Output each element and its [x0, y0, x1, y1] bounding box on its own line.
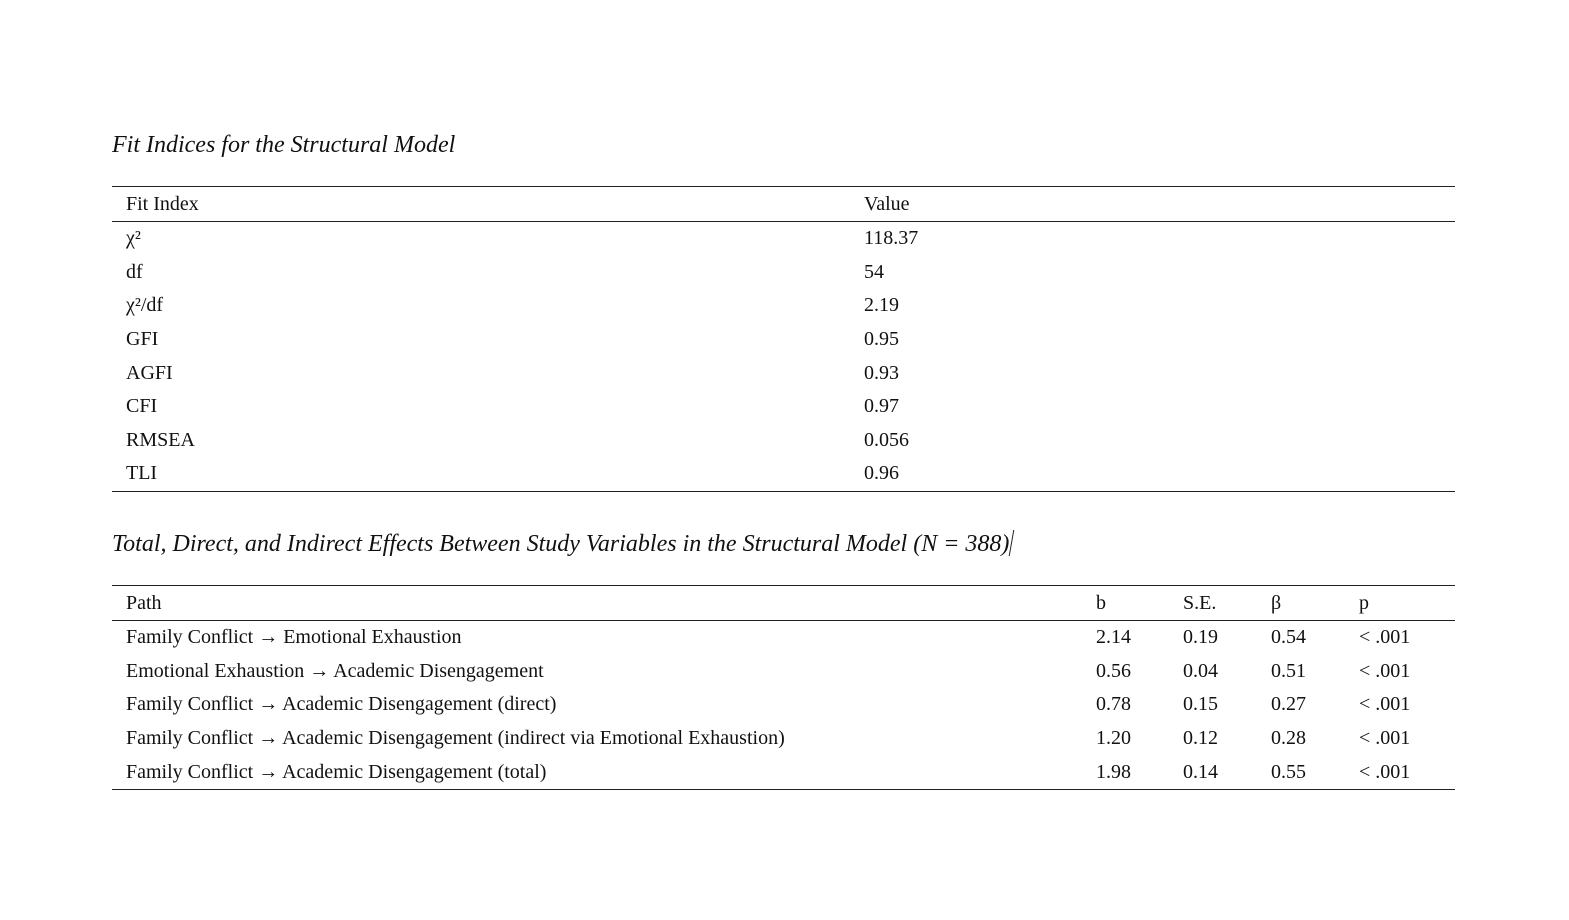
beta-cell: 0.55 [1257, 755, 1345, 789]
column-header-path: Path [112, 586, 1082, 621]
fit-index-cell: RMSEA [126, 428, 195, 451]
beta-cell: 0.51 [1271, 659, 1306, 682]
table-row [112, 655, 1455, 689]
beta-cell: 0.54 [1271, 626, 1306, 649]
table-row [112, 256, 1455, 290]
b-cell: 2.14 [1096, 626, 1131, 649]
se-cell: 0.12 [1183, 727, 1218, 750]
table1-title-text: Fit Indices for the Structural Model [112, 132, 456, 158]
fit-indices-table [112, 186, 1455, 492]
path-cell: Family Conflict → Academic Disengagement (indirect via Emotional Exhaustion) [126, 727, 785, 750]
se-cell: 0.19 [1183, 626, 1218, 649]
value-cell: 0.056 [864, 428, 909, 451]
path-cell: Emotional Exhaustion → Academic Disengagement [126, 659, 544, 682]
effects-table [112, 585, 1455, 790]
table-row [112, 424, 1455, 458]
value-cell: 118.37 [864, 227, 919, 250]
column-header-value: Value [850, 187, 1455, 222]
value-cell: 0.97 [864, 395, 899, 418]
b-cell: 0.78 [1096, 693, 1131, 716]
column-header-b: b [1082, 586, 1169, 621]
table-row [112, 457, 1455, 491]
table-row [112, 356, 1455, 390]
column-header-fit-index: Fit Index [112, 187, 850, 222]
table-row [112, 688, 1455, 722]
path-cell: Family Conflict → Academic Disengagement (total) [112, 755, 1082, 789]
se-cell: 0.15 [1183, 693, 1218, 716]
fit-index-cell: χ² [126, 227, 141, 250]
table-row [112, 323, 1455, 357]
value-cell: 0.95 [864, 328, 899, 351]
fit-index-cell: TLI [112, 457, 850, 491]
p-cell: < .001 [1359, 626, 1411, 649]
column-header-beta: β [1257, 586, 1345, 621]
table-header-row [112, 187, 1455, 222]
table-row [112, 755, 1455, 789]
se-cell: 0.14 [1169, 755, 1257, 789]
table-header-row [112, 586, 1455, 621]
table2-title-text: Total, Direct, and Indirect Effects Between Study Variables in the Structural Model (N = 388) [112, 531, 1010, 557]
beta-cell: 0.28 [1271, 727, 1306, 750]
p-cell: < .001 [1359, 693, 1411, 716]
path-cell: Family Conflict → Emotional Exhaustion [126, 626, 462, 649]
fit-index-cell: AGFI [126, 361, 173, 384]
table-row [112, 722, 1455, 756]
p-cell: < .001 [1359, 727, 1411, 750]
table-row [112, 621, 1455, 655]
beta-cell: 0.27 [1271, 693, 1306, 716]
fit-index-cell: χ²/df [126, 294, 164, 317]
table-row [112, 222, 1455, 256]
value-cell: 0.96 [850, 457, 1455, 491]
table-row [112, 289, 1455, 323]
table2-title [112, 530, 1012, 558]
text-cursor [1009, 530, 1015, 556]
p-cell: < .001 [1345, 755, 1455, 789]
fit-index-cell: df [126, 260, 143, 283]
b-cell: 1.20 [1096, 727, 1131, 750]
path-cell: Family Conflict → Academic Disengagement (direct) [126, 693, 557, 716]
fit-index-cell: GFI [126, 328, 159, 351]
column-header-se: S.E. [1169, 586, 1257, 621]
b-cell: 1.98 [1082, 755, 1169, 789]
value-cell: 0.93 [864, 361, 899, 384]
table1-title [112, 131, 455, 159]
table-row [112, 390, 1455, 424]
b-cell: 0.56 [1096, 659, 1131, 682]
value-cell: 54 [864, 260, 884, 283]
fit-index-cell: CFI [126, 395, 158, 418]
column-header-p: p [1345, 586, 1455, 621]
p-cell: < .001 [1359, 659, 1411, 682]
value-cell: 2.19 [864, 294, 899, 317]
se-cell: 0.04 [1183, 659, 1218, 682]
